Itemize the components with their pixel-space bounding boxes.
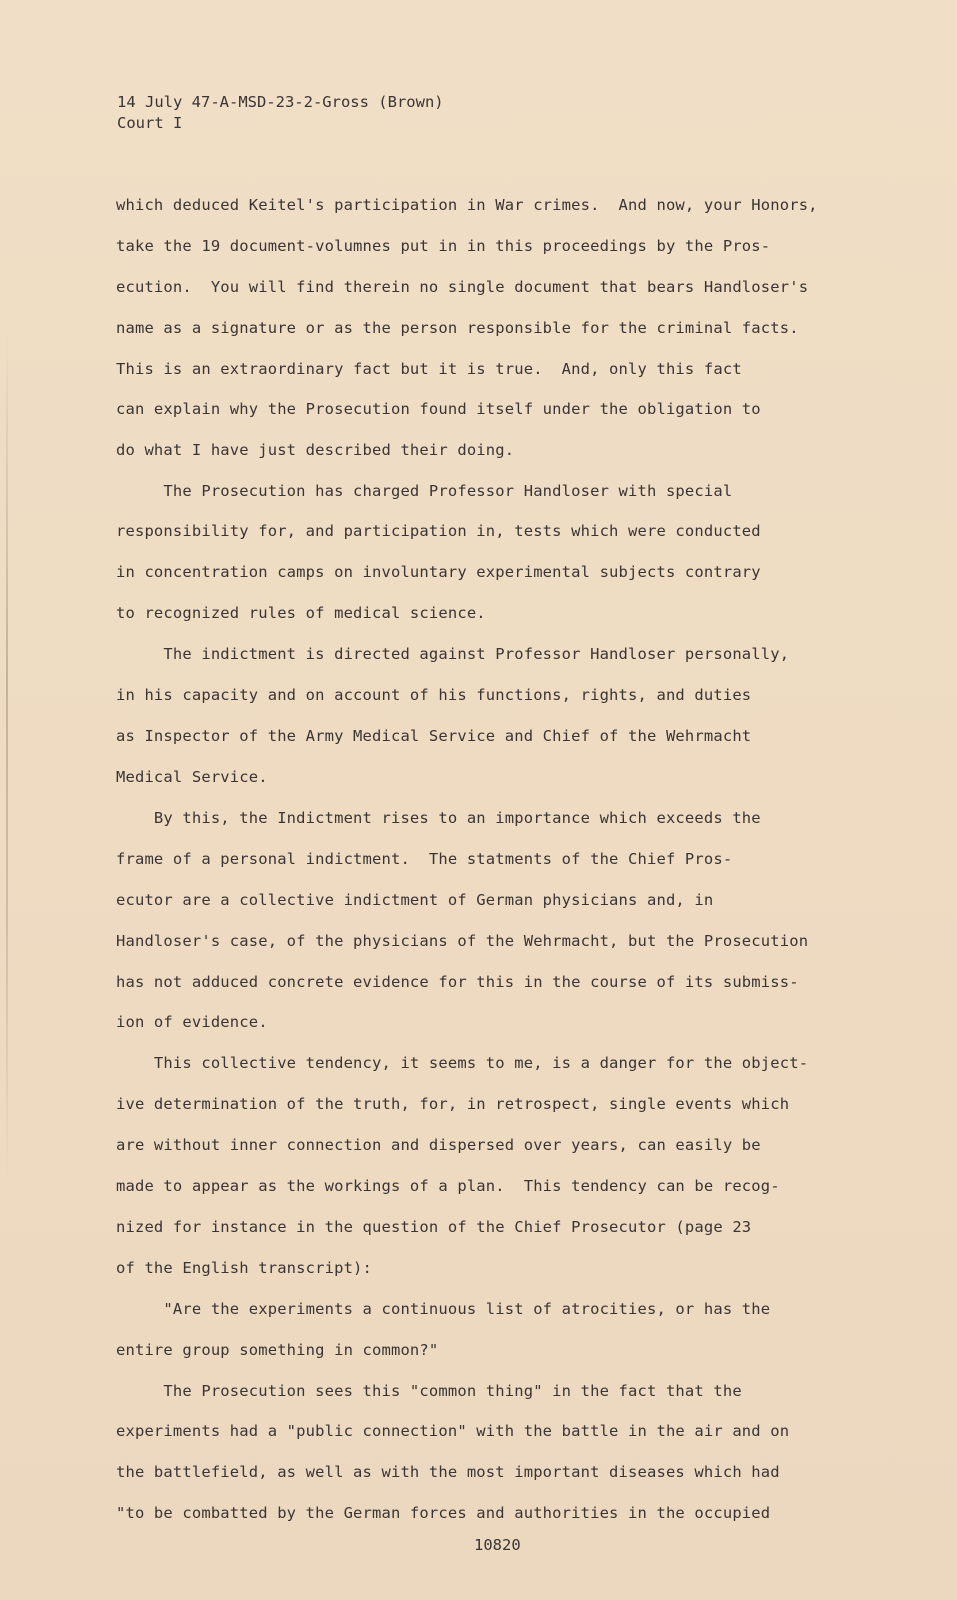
body-line: The indictment is directed against Professor Handloser personally,: [116, 645, 790, 663]
body-line: in his capacity and on account of his functions, rights, and duties: [116, 686, 752, 704]
body-line: do what I have just described their doing.: [116, 441, 515, 459]
body-line: ecution. You will find therein no single document that bears Handloser's: [116, 278, 809, 296]
document-header: [117, 92, 444, 134]
body-line: ive determination of the truth, for, in retrospect, single events which: [116, 1095, 790, 1113]
body-line: responsibility for, and participation in, tests which were conducted: [116, 522, 761, 540]
body-line: The Prosecution sees this "common thing" in the fact that the: [116, 1382, 742, 1400]
body-line: are without inner connection and dispersed over years, can easily be: [116, 1136, 761, 1154]
body-line: frame of a personal indictment. The statments of the Chief Pros-: [116, 850, 733, 868]
body-line: experiments had a "public connection" with the battle in the air and on: [116, 1422, 790, 1440]
body-line: take the 19 document-volumnes put in in this proceedings by the Pros-: [116, 237, 771, 255]
body-line: as Inspector of the Army Medical Service and Chief of the Wehrmacht: [116, 727, 752, 745]
body-line: "to be combatted by the German forces and authorities in the occupied: [116, 1504, 771, 1522]
body-line: By this, the Indictment rises to an importance which exceeds the: [116, 809, 761, 827]
body-line: The Prosecution has charged Professor Handloser with special: [116, 482, 733, 500]
body-line: has not adduced concrete evidence for this in the course of its submiss-: [116, 973, 799, 991]
body-line: Handloser's case, of the physicians of the Wehrmacht, but the Prosecution: [116, 932, 809, 950]
header-session-line: 14 July 47-A-MSD-23-2-Gross (Brown): [117, 93, 444, 111]
header-court-line: Court I: [117, 114, 183, 132]
body-line: entire group something in common?": [116, 1341, 439, 1359]
paper-edge-shadow: [6, 330, 8, 1180]
body-line: This collective tendency, it seems to me, is a danger for the object-: [116, 1054, 809, 1072]
body-line: to recognized rules of medical science.: [116, 604, 486, 622]
body-line: Medical Service.: [116, 768, 268, 786]
body-line: name as a signature or as the person responsible for the criminal facts.: [116, 319, 799, 337]
body-line: the battlefield, as well as with the most important diseases which had: [116, 1463, 780, 1481]
body-line: in concentration camps on involuntary experimental subjects contrary: [116, 563, 761, 581]
body-line: ecutor are a collective indictment of German physicians and, in: [116, 891, 714, 909]
body-line: of the English transcript):: [116, 1259, 373, 1277]
body-line: "Are the experiments a continuous list of atrocities, or has the: [116, 1300, 771, 1318]
body-line: which deduced Keitel's participation in War crimes. And now, your Honors,: [116, 196, 818, 214]
body-line: This is an extraordinary fact but it is true. And, only this fact: [116, 360, 742, 378]
body-line: ion of evidence.: [116, 1013, 268, 1031]
body-line: nized for instance in the question of the Chief Prosecutor (page 23: [116, 1218, 752, 1236]
body-line: can explain why the Prosecution found itself under the obligation to: [116, 400, 761, 418]
page-number: 10820: [474, 1536, 521, 1554]
body-line: made to appear as the workings of a plan. This tendency can be recog-: [116, 1177, 780, 1195]
